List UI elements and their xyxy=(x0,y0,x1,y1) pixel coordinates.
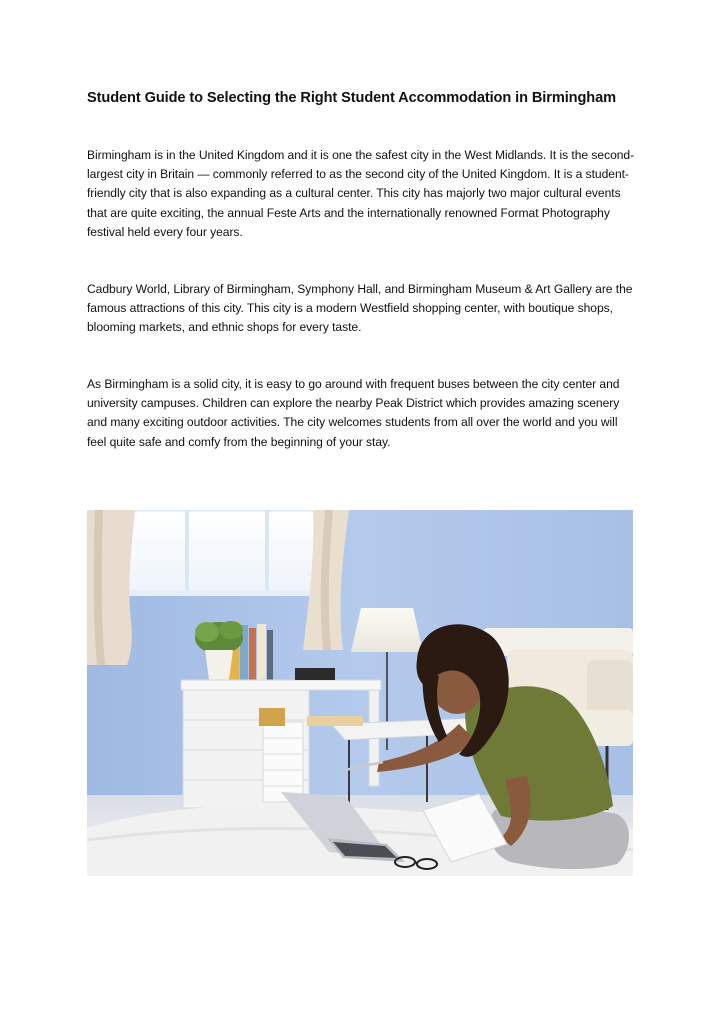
page-title: Student Guide to Selecting the Right Student Accommodation in Birmingham xyxy=(87,90,616,106)
paragraph-intro: Birmingham is in the United Kingdom and it is one the safest city in the West Midlands. It is the second-largest city in Britain — commonly referred to as the second city of the United Kingdom. It is a student-friendly city that is also expanding as a cultural center. This city has majorly two major cultural events that are quite exciting, the annual Feste Arts and the internationally renowned Format Photography festival held every four years. xyxy=(87,148,635,239)
student-studying-photo xyxy=(87,510,633,876)
paragraph-attractions: Cadbury World, Library of Birmingham, Symphony Hall, and Birmingham Museum & Art Gallery are the famous attractions of this city. This city is a modern Westfield shopping center, with boutique shops, blooming markets, and ethnic shops for every taste. xyxy=(87,282,633,335)
paragraph-transport: As Birmingham is a solid city, it is easy to go around with frequent buses between the city center and university campuses. Children can explore the nearby Peak District which provides amazing scenery and many exciting outdoor activities. The city welcomes students from all over the world and you will feel quite safe and comfy from the beginning of your stay. xyxy=(87,377,620,449)
window xyxy=(123,510,323,596)
